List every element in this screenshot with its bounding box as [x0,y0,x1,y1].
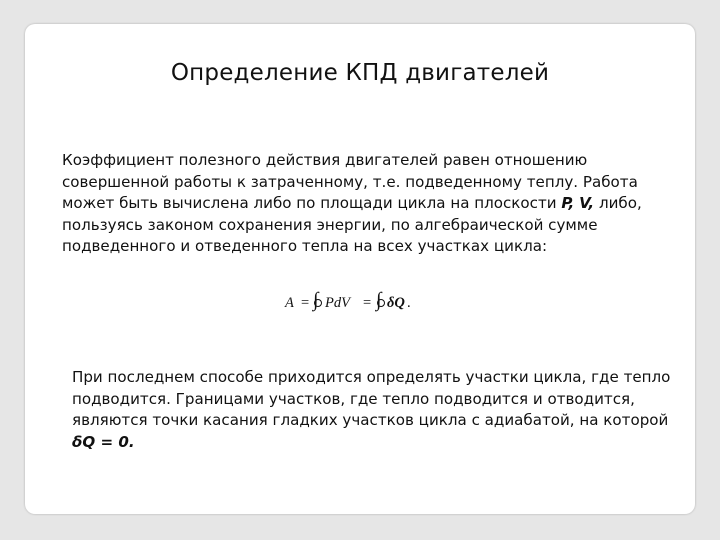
formula-equals-1: = [301,295,310,311]
work-formula [285,288,425,318]
contour-circle-icon [377,299,385,307]
formula-end: . [407,295,411,311]
dq-symbol: δQ [72,432,96,451]
p-symbol: P, [561,194,575,212]
v-symbol: V, [579,194,595,212]
paragraph-definition-text-end: либо, пользуясь законом сохранения энергии, по алгебраической сумме подведенного и отведенного тепла на всех участках цикла: [62,194,642,255]
contour-integral-icon: ∫ [313,289,319,311]
dq-value: = 0. [95,432,135,451]
formula-equals-2: = [363,295,372,311]
paragraph-method-text: При последнем способе приходится определять участки цикла, где тепло подводится. Границами участков, где тепло подводится и отводится, являются точки касания гладких участков цикла с адиабатой, на которой [72,368,671,429]
formula-integrand-dq: δQ [387,295,405,311]
paragraph-definition [62,150,692,258]
formula-lhs: A [285,295,294,311]
formula-integrand-pdv: PdV [325,295,350,311]
paragraph-definition-text: Коэффициент полезного действия двигателей равен отношению совершенной работы к затраченному, т.е. подведенному теплу. Работа может быть вычислена либо по площади цикла на плоскости [62,151,638,212]
slide-title: Определение КПД двигателей [170,60,550,86]
contour-integral-icon: ∫ [376,289,382,311]
paragraph-method [72,367,692,453]
contour-circle-icon [314,299,322,307]
